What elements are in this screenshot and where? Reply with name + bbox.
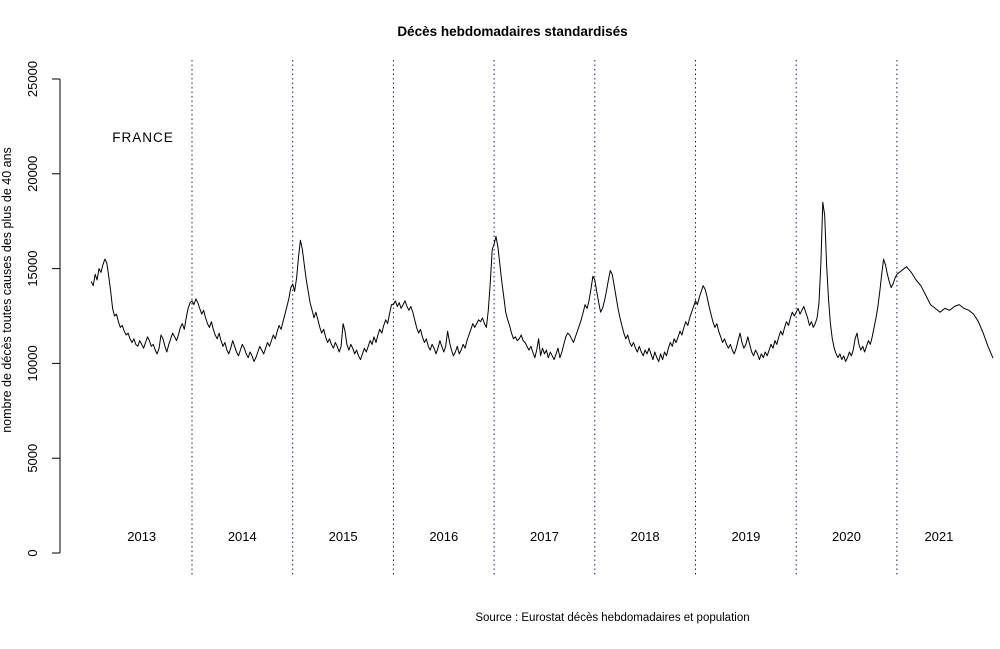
x-axis-year-label: 2015 xyxy=(328,529,358,544)
x-axis-year-label: 2016 xyxy=(429,529,459,544)
y-axis-tick-label: 5000 xyxy=(25,443,40,473)
country-annotation: FRANCE xyxy=(112,130,174,145)
y-axis-tick-label: 10000 xyxy=(25,345,40,382)
x-axis-year-label: 2014 xyxy=(227,529,257,544)
x-axis-year-label: 2019 xyxy=(731,529,761,544)
x-axis-year-label: 2017 xyxy=(530,529,559,544)
y-axis-tick-label: 25000 xyxy=(25,60,40,98)
x-axis-year-label: 2013 xyxy=(127,529,157,544)
y-axis-tick-label: 0 xyxy=(25,549,40,557)
x-axis-year-label: 2018 xyxy=(630,529,660,544)
y-axis-label: nombre de décès toutes causes des plus de 40 ans xyxy=(0,147,14,433)
y-axis-tick-label: 20000 xyxy=(25,155,40,192)
x-axis-year-label: 2021 xyxy=(924,529,954,544)
x-axis-year-label: 2020 xyxy=(832,529,861,544)
chart-title: Décès hebdomadaires standardisés xyxy=(397,24,628,39)
source-caption: Source : Eurostat décès hebdomadaires et population xyxy=(475,612,750,624)
deaths-series-line xyxy=(91,202,993,361)
y-axis-tick-label: 15000 xyxy=(25,250,40,287)
